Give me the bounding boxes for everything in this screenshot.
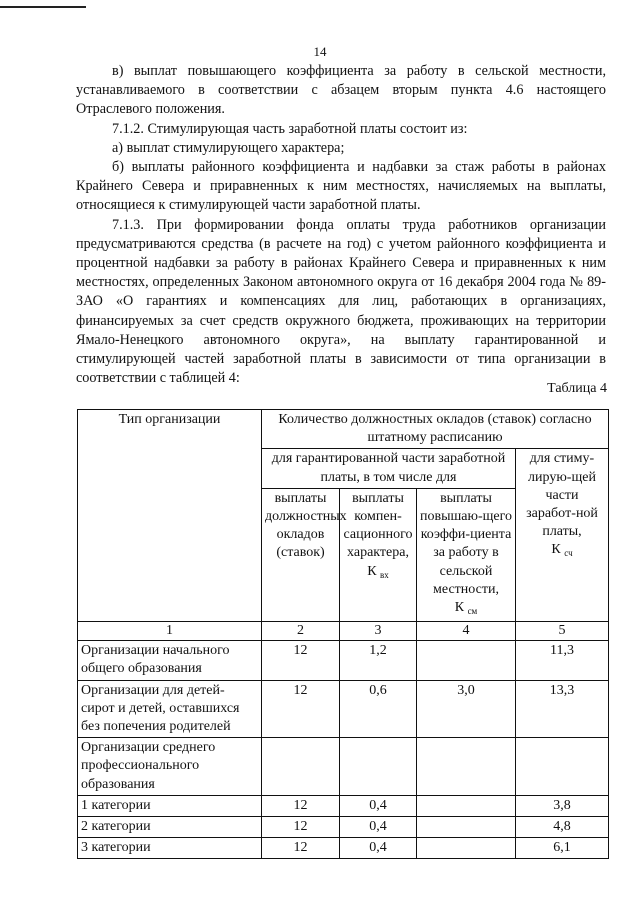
- cell-rural: [417, 795, 516, 816]
- cell-type: Организации начального общего образования: [78, 641, 262, 680]
- cell-rural: [417, 641, 516, 680]
- table-row: [78, 795, 609, 816]
- cell-comp: 0,4: [340, 795, 417, 816]
- table-4: [77, 409, 609, 859]
- header-comp-coef: К: [367, 563, 377, 579]
- header-rural-sub: см: [467, 606, 478, 617]
- cell-stim: 11,3: [516, 641, 609, 680]
- header-rural: [417, 488, 516, 621]
- column-number: 4: [417, 622, 516, 641]
- table-row: [78, 641, 609, 680]
- cell-rural: 3,0: [417, 680, 516, 738]
- column-number: 1: [78, 622, 262, 641]
- cell-type: Организации для детей-сирот и детей, оставшихся без попечения родителей: [78, 680, 262, 738]
- header-stimulating-label: для стиму-лирую-щей части зарабoт-ной платы,: [526, 451, 598, 540]
- header-stimulating-coef: К: [551, 542, 561, 558]
- paragraph: б) выплаты районного коэффициента и надбавки за стаж работы в районах Крайнего Севера и приравненных к ним местностях, начисляемых на выплаты, относящиеся к стимулирующей части заработной платы.: [76, 159, 606, 214]
- top-rule: [0, 6, 86, 8]
- paragraph: 7.1.2. Стимулирующая часть заработной платы состоит из:: [112, 120, 468, 137]
- cell-type: Организации среднего профессионального образования: [78, 738, 262, 796]
- header-comp-label: выплаты компен-сационного характера,: [343, 490, 413, 561]
- cell-comp: [340, 738, 417, 796]
- column-number: 2: [262, 622, 340, 641]
- paragraph: в) выплат повышающего коэффициента за работу в сельской местности, устанавливаемого в соответствии с абзацем вторым пункта 4.6 настоящего Отраслевого положения.: [76, 63, 606, 118]
- header-count: Количество должностных окладов (ставок) согласно штатному расписанию: [262, 410, 609, 449]
- table-row: [78, 817, 609, 838]
- column-number-row: [78, 622, 609, 641]
- header-guaranteed: для гарантированной части заработной платы, в том числе для: [262, 449, 516, 488]
- cell-comp: 0,4: [340, 817, 417, 838]
- table-row: [78, 738, 609, 796]
- cell-stim: 4,8: [516, 817, 609, 838]
- header-type: Тип организации: [78, 410, 262, 622]
- column-number: 3: [340, 622, 417, 641]
- page-number: 14: [313, 44, 327, 59]
- cell-comp: 0,6: [340, 680, 417, 738]
- cell-salary: 12: [262, 680, 340, 738]
- header-stimulating-sub: сч: [564, 548, 573, 559]
- cell-type: 2 категории: [78, 817, 262, 838]
- header-rural-label: выплаты повышаю-щего коэффи-циента за работу в сельской местности,: [420, 490, 513, 597]
- table-caption: Таблица 4: [547, 381, 607, 396]
- column-number: 5: [516, 622, 609, 641]
- paragraph: 7.1.3. При формировании фонда оплаты труда работников организации предусматриваются средства (в расчете на год) с учетом районного коэффициента и процентной надбавки за работу в районах Крайнего Севера и приравненных к ним местностях, определенных Законом автономного округа от 16 декабря 2004 года № 89-ЗАО «О гарантиях и компенсациях для лиц, работающих в организациях, финансируемых за счет средств окружного бюджета, проживающих на территории Ямало-Ненецкого автономного округа», на выплату гарантированной и стимулирующей частей заработной платы в зависимости от типа организации в соответствии с таблицей 4:: [76, 216, 606, 387]
- cell-type: 3 категории: [78, 838, 262, 859]
- cell-stim: [516, 738, 609, 796]
- cell-stim: 13,3: [516, 680, 609, 738]
- cell-salary: 12: [262, 795, 340, 816]
- table-row: [78, 680, 609, 738]
- cell-rural: [417, 738, 516, 796]
- cell-salary: 12: [262, 838, 340, 859]
- paragraph: а) выплат стимулирующего характера;: [112, 139, 345, 156]
- cell-stim: 6,1: [516, 838, 609, 859]
- cell-rural: [417, 817, 516, 838]
- cell-comp: 1,2: [340, 641, 417, 680]
- header-rural-coef: К: [454, 600, 465, 616]
- cell-type: 1 категории: [78, 795, 262, 816]
- cell-comp: 0,4: [340, 838, 417, 859]
- header-comp-sub: вх: [380, 569, 389, 580]
- cell-salary: 12: [262, 817, 340, 838]
- header-stimulating: [516, 449, 609, 622]
- cell-stim: 3,8: [516, 795, 609, 816]
- body-text: [76, 62, 606, 388]
- table-row: [78, 838, 609, 859]
- cell-salary: [262, 738, 340, 796]
- header-salary: выплаты должностных окладов (ставок): [262, 488, 340, 621]
- cell-salary: 12: [262, 641, 340, 680]
- header-comp: [340, 488, 417, 621]
- cell-rural: [417, 838, 516, 859]
